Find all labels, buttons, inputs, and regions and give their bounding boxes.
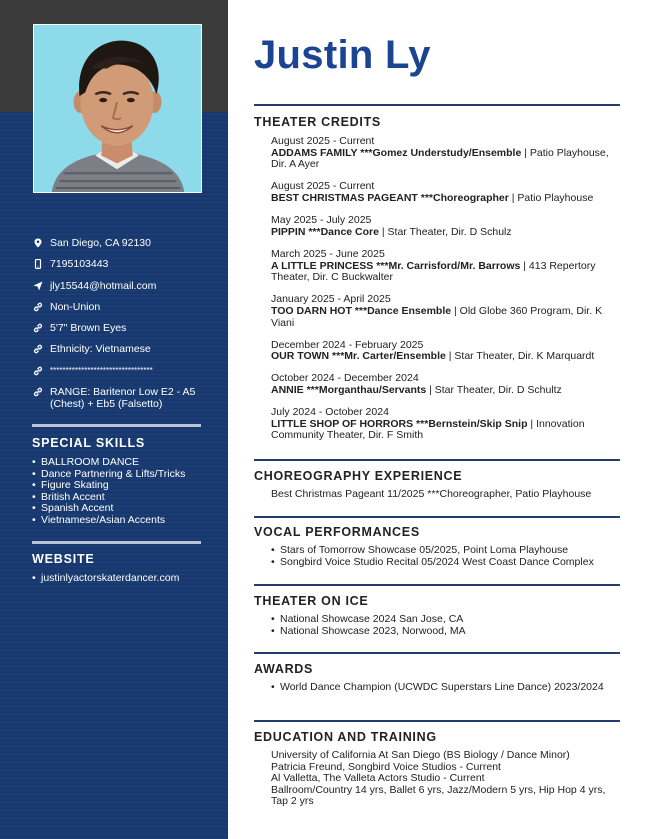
link-icon: [32, 301, 43, 313]
credit-dates: October 2024 - December 2024: [271, 372, 419, 385]
list-item: • Figure Skating: [32, 480, 208, 492]
credit-role: ADDAMS FAMILY ***Gomez Understudy/Ensemble: [271, 146, 522, 159]
section-divider: [254, 584, 620, 586]
list-item: • Spanish Accent: [32, 503, 208, 515]
list-item: [271, 136, 620, 171]
credit-role: OUR TOWN ***Mr. Carter/Ensemble: [271, 350, 446, 363]
location-text: San Diego, CA 92130: [50, 237, 151, 249]
credit-role: A LITTLE PRINCESS ***Mr. Carrisford/Mr. Barrows: [271, 259, 521, 272]
credit-details: | Innovation Community Theater, Dir. F Smith: [271, 417, 585, 442]
send-icon: [32, 280, 43, 292]
contact-location: [32, 237, 208, 249]
list-item: [271, 373, 620, 396]
theater-credits-list: [271, 136, 620, 453]
section-divider: [254, 516, 620, 518]
sidebar-divider: [32, 424, 201, 427]
awards-heading: AWARDS: [254, 662, 314, 676]
choreography-heading: CHOREOGRAPHY EXPERIENCE: [254, 469, 463, 483]
credit-role: BEST CHRISTMAS PAGEANT ***Choreographer: [271, 191, 509, 204]
contact-height-eyes: [32, 322, 208, 334]
contact-email[interactable]: [32, 280, 208, 292]
credit-dates: March 2025 - June 2025: [271, 247, 385, 260]
choreography-text: Best Christmas Pageant 11/2025 ***Choreographer, Patio Playhouse: [271, 488, 592, 500]
list-item: Ballroom/Country 14 yrs, Ballet 6 yrs, Jazz/Modern 5 yrs, Hip Hop 4 yrs, Tap 2 yrs: [271, 783, 606, 808]
link-icon: [32, 343, 43, 355]
awards-list: [271, 682, 611, 694]
sidebar-divider: [32, 541, 201, 544]
list-item: [271, 181, 620, 204]
section-divider: [254, 459, 620, 461]
separator-text: *********************************: [50, 365, 153, 375]
credit-details: | Patio Playhouse: [508, 191, 594, 204]
contact-separator: [32, 365, 208, 377]
link-icon: [32, 365, 43, 377]
page-title: Justin Ly: [254, 33, 431, 77]
website-heading: WEBSITE: [32, 552, 95, 566]
vocal-heading: VOCAL PERFORMANCES: [254, 525, 420, 539]
list-item: • Dance Partnering & Lifts/Tricks: [32, 469, 208, 481]
credit-dates: August 2025 - Current: [271, 135, 375, 147]
list-item: Al Valletta, The Valleta Actors Studio - Current: [271, 772, 485, 785]
list-item: • National Showcase 2023, Norwood, MA: [271, 626, 620, 638]
credit-role: ANNIE ***Morganthau/Servants: [271, 384, 427, 397]
contact-union: [32, 301, 208, 313]
list-item: • World Dance Champion (UCWDC Superstars Line Dance) 2023/2024: [271, 682, 611, 694]
education-heading: EDUCATION AND TRAINING: [254, 730, 437, 744]
contact-phone: [32, 258, 208, 270]
section-divider: [254, 104, 620, 106]
ethnicity-text: Ethnicity: Vietnamese: [50, 343, 151, 356]
list-item: University of California At San Diego (BS Biology / Dance Minor): [271, 749, 570, 761]
list-item: • Songbird Voice Studio Recital 05/2024 West Coast Dance Complex: [271, 557, 620, 569]
credit-details: | Star Theater, Dir. D Schultz: [426, 384, 562, 397]
list-item: • National Showcase 2024 San Jose, CA: [271, 614, 620, 626]
height-eyes-text: 5'7" Brown Eyes: [50, 322, 127, 335]
phone-icon: [32, 258, 43, 270]
range-text: RANGE: Baritenor Low E2 - A5 (Chest) + Eb5 (Falsetto): [50, 386, 196, 411]
portrait-image: [34, 25, 201, 192]
website-link[interactable]: • justinlyactorskaterdancer.com: [32, 573, 208, 585]
section-divider: [254, 720, 620, 722]
website-list: [32, 573, 208, 585]
vocal-list: [271, 545, 620, 568]
list-item: [271, 340, 620, 363]
list-item: [271, 215, 620, 238]
theater-credits-heading: THEATER CREDITS: [254, 115, 381, 129]
credit-dates: January 2025 - April 2025: [271, 293, 391, 306]
list-item: [271, 407, 620, 442]
link-icon: [32, 322, 43, 334]
link-icon: [32, 386, 43, 398]
list-item: [271, 294, 620, 329]
contact-list: [32, 237, 208, 419]
list-item: • BALLROOM DANCE: [32, 457, 208, 469]
credit-details: | Old Globe 360 Program, Dir. K Viani: [271, 304, 603, 329]
list-item: • Stars of Tomorrow Showcase 05/2025, Point Loma Playhouse: [271, 545, 620, 557]
list-item: Patricia Freund, Songbird Voice Studios - Current: [271, 760, 501, 773]
credit-dates: May 2025 - July 2025: [271, 214, 372, 227]
list-item: • Vietnamese/Asian Accents: [32, 515, 208, 527]
credit-details: | Star Theater, Dir. D Schulz: [378, 225, 512, 238]
list-item: • British Accent: [32, 492, 208, 504]
credit-dates: August 2025 - Current: [271, 180, 375, 193]
section-divider: [254, 652, 620, 654]
phone-text: 7195103443: [50, 258, 109, 271]
special-skills-heading: SPECIAL SKILLS: [32, 436, 146, 450]
ice-heading: THEATER ON ICE: [254, 594, 369, 608]
credit-role: LITTLE SHOP OF HORRORS ***Bernstein/Skip Snip: [271, 417, 528, 430]
contact-ethnicity: [32, 343, 208, 355]
credit-details: | Patio Playhouse, Dir. A Ayer: [271, 146, 609, 171]
education-list: [271, 750, 616, 808]
credit-role: TOO DARN HOT ***Dance Ensemble: [271, 304, 452, 317]
union-text: Non-Union: [50, 300, 101, 313]
list-item: [271, 249, 620, 284]
location-pin-icon: [32, 237, 43, 249]
email-text[interactable]: jly15544@hotmail.com: [50, 279, 157, 292]
profile-photo: [33, 24, 202, 193]
credit-details: | 413 Repertory Theater, Dir. C Buckwalter: [271, 259, 596, 284]
contact-range: [32, 386, 208, 410]
ice-list: [271, 614, 620, 637]
credit-dates: July 2024 - October 2024: [271, 406, 389, 419]
special-skills-list: [32, 457, 208, 526]
credit-details: | Star Theater, Dir. K Marquardt: [445, 350, 595, 363]
credit-dates: December 2024 - February 2025: [271, 338, 424, 351]
credit-role: PIPPIN ***Dance Core: [271, 225, 379, 238]
